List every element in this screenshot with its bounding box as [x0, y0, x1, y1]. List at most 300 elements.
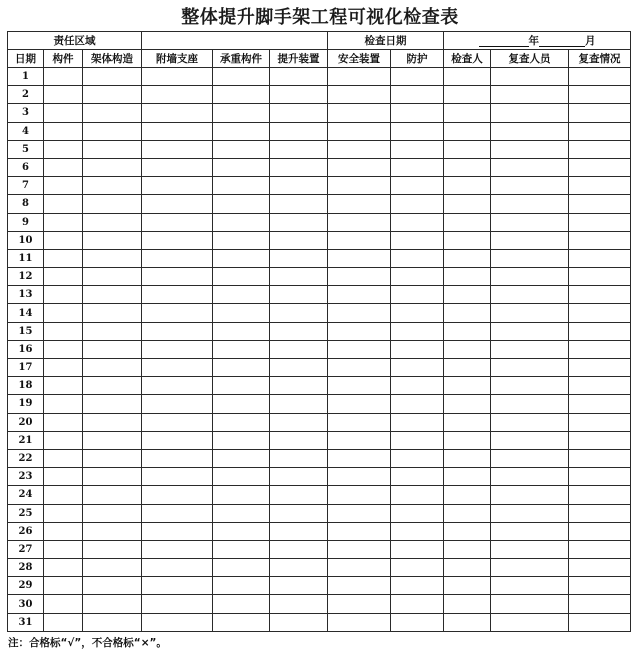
- table-cell[interactable]: [142, 377, 213, 395]
- table-cell[interactable]: [44, 559, 83, 577]
- table-cell[interactable]: [83, 340, 142, 358]
- table-cell[interactable]: [270, 559, 328, 577]
- table-cell[interactable]: [328, 431, 391, 449]
- table-cell[interactable]: [270, 431, 328, 449]
- table-cell[interactable]: [328, 177, 391, 195]
- table-cell[interactable]: [328, 595, 391, 613]
- table-cell[interactable]: [328, 577, 391, 595]
- table-cell[interactable]: [270, 504, 328, 522]
- inspection-date-field[interactable]: [444, 32, 631, 50]
- table-cell[interactable]: [391, 413, 444, 431]
- table-cell[interactable]: [391, 359, 444, 377]
- table-cell[interactable]: [44, 177, 83, 195]
- table-cell[interactable]: [391, 559, 444, 577]
- table-cell[interactable]: [270, 195, 328, 213]
- table-cell[interactable]: [83, 122, 142, 140]
- table-cell[interactable]: [44, 522, 83, 540]
- table-cell[interactable]: [44, 231, 83, 249]
- table-cell[interactable]: [213, 231, 270, 249]
- table-cell[interactable]: [270, 395, 328, 413]
- table-cell[interactable]: [491, 122, 569, 140]
- table-cell[interactable]: [328, 104, 391, 122]
- table-cell[interactable]: [569, 177, 631, 195]
- table-cell[interactable]: [328, 377, 391, 395]
- table-cell[interactable]: [44, 595, 83, 613]
- table-cell[interactable]: [270, 322, 328, 340]
- table-cell[interactable]: [270, 231, 328, 249]
- table-cell[interactable]: [491, 158, 569, 176]
- table-cell[interactable]: [328, 340, 391, 358]
- table-cell[interactable]: [569, 122, 631, 140]
- table-cell[interactable]: [142, 158, 213, 176]
- table-cell[interactable]: [213, 577, 270, 595]
- table-cell[interactable]: [444, 140, 491, 158]
- table-cell[interactable]: [83, 522, 142, 540]
- table-cell[interactable]: [444, 122, 491, 140]
- table-cell[interactable]: [328, 68, 391, 86]
- table-cell[interactable]: [328, 486, 391, 504]
- table-cell[interactable]: [328, 540, 391, 558]
- table-cell[interactable]: [213, 68, 270, 86]
- table-cell[interactable]: [270, 359, 328, 377]
- table-cell[interactable]: [142, 486, 213, 504]
- table-cell[interactable]: [444, 158, 491, 176]
- table-cell[interactable]: [391, 340, 444, 358]
- table-cell[interactable]: [569, 559, 631, 577]
- table-cell[interactable]: [328, 268, 391, 286]
- table-cell[interactable]: [213, 486, 270, 504]
- table-cell[interactable]: [491, 268, 569, 286]
- table-cell[interactable]: [142, 177, 213, 195]
- table-cell[interactable]: [491, 304, 569, 322]
- table-cell[interactable]: [270, 540, 328, 558]
- table-cell[interactable]: [44, 104, 83, 122]
- table-cell[interactable]: [83, 486, 142, 504]
- table-cell[interactable]: [444, 195, 491, 213]
- table-cell[interactable]: [391, 195, 444, 213]
- table-cell[interactable]: [213, 304, 270, 322]
- table-cell[interactable]: [270, 449, 328, 467]
- table-cell[interactable]: [444, 522, 491, 540]
- table-cell[interactable]: [569, 577, 631, 595]
- table-cell[interactable]: [213, 322, 270, 340]
- table-cell[interactable]: [444, 559, 491, 577]
- table-cell[interactable]: [328, 504, 391, 522]
- table-cell[interactable]: [391, 613, 444, 631]
- table-cell[interactable]: [328, 195, 391, 213]
- table-cell[interactable]: [142, 231, 213, 249]
- table-cell[interactable]: [83, 413, 142, 431]
- table-cell[interactable]: [328, 559, 391, 577]
- table-cell[interactable]: [444, 340, 491, 358]
- table-cell[interactable]: [328, 158, 391, 176]
- table-cell[interactable]: [569, 613, 631, 631]
- table-cell[interactable]: [391, 231, 444, 249]
- year-blank[interactable]: [479, 36, 529, 47]
- table-cell[interactable]: [491, 504, 569, 522]
- month-blank[interactable]: [539, 36, 585, 47]
- table-cell[interactable]: [569, 413, 631, 431]
- table-cell[interactable]: [491, 249, 569, 267]
- table-cell[interactable]: [213, 540, 270, 558]
- table-cell[interactable]: [213, 195, 270, 213]
- table-cell[interactable]: [142, 395, 213, 413]
- table-cell[interactable]: [391, 377, 444, 395]
- table-cell[interactable]: [328, 468, 391, 486]
- table-cell[interactable]: [213, 286, 270, 304]
- table-cell[interactable]: [142, 195, 213, 213]
- table-cell[interactable]: [391, 249, 444, 267]
- table-cell[interactable]: [491, 195, 569, 213]
- table-cell[interactable]: [328, 359, 391, 377]
- table-cell[interactable]: [569, 504, 631, 522]
- table-cell[interactable]: [83, 377, 142, 395]
- table-cell[interactable]: [44, 86, 83, 104]
- table-cell[interactable]: [213, 158, 270, 176]
- table-cell[interactable]: [569, 377, 631, 395]
- table-cell[interactable]: [142, 577, 213, 595]
- table-cell[interactable]: [213, 359, 270, 377]
- table-cell[interactable]: [491, 340, 569, 358]
- table-cell[interactable]: [391, 286, 444, 304]
- table-cell[interactable]: [142, 304, 213, 322]
- table-cell[interactable]: [328, 122, 391, 140]
- table-cell[interactable]: [444, 449, 491, 467]
- table-cell[interactable]: [391, 140, 444, 158]
- table-cell[interactable]: [270, 595, 328, 613]
- table-cell[interactable]: [491, 395, 569, 413]
- table-cell[interactable]: [328, 286, 391, 304]
- table-cell[interactable]: [569, 540, 631, 558]
- table-cell[interactable]: [44, 449, 83, 467]
- table-cell[interactable]: [83, 304, 142, 322]
- table-cell[interactable]: [213, 504, 270, 522]
- table-cell[interactable]: [569, 304, 631, 322]
- table-cell[interactable]: [491, 431, 569, 449]
- table-cell[interactable]: [44, 122, 83, 140]
- table-cell[interactable]: [213, 431, 270, 449]
- table-cell[interactable]: [569, 268, 631, 286]
- table-cell[interactable]: [391, 158, 444, 176]
- table-cell[interactable]: [142, 413, 213, 431]
- table-cell[interactable]: [83, 395, 142, 413]
- table-cell[interactable]: [44, 158, 83, 176]
- table-cell[interactable]: [142, 286, 213, 304]
- table-cell[interactable]: [328, 395, 391, 413]
- table-cell[interactable]: [270, 268, 328, 286]
- table-cell[interactable]: [142, 504, 213, 522]
- table-cell[interactable]: [83, 68, 142, 86]
- table-cell[interactable]: [44, 540, 83, 558]
- table-cell[interactable]: [213, 268, 270, 286]
- table-cell[interactable]: [213, 559, 270, 577]
- table-cell[interactable]: [142, 68, 213, 86]
- table-cell[interactable]: [444, 431, 491, 449]
- table-cell[interactable]: [569, 104, 631, 122]
- table-cell[interactable]: [142, 613, 213, 631]
- table-cell[interactable]: [44, 322, 83, 340]
- table-cell[interactable]: [444, 231, 491, 249]
- table-cell[interactable]: [491, 522, 569, 540]
- table-cell[interactable]: [83, 268, 142, 286]
- table-cell[interactable]: [142, 449, 213, 467]
- table-cell[interactable]: [142, 213, 213, 231]
- table-cell[interactable]: [491, 468, 569, 486]
- table-cell[interactable]: [44, 577, 83, 595]
- table-cell[interactable]: [83, 195, 142, 213]
- table-cell[interactable]: [569, 140, 631, 158]
- table-cell[interactable]: [569, 449, 631, 467]
- table-cell[interactable]: [44, 486, 83, 504]
- table-cell[interactable]: [83, 286, 142, 304]
- table-cell[interactable]: [569, 340, 631, 358]
- table-cell[interactable]: [270, 577, 328, 595]
- table-cell[interactable]: [569, 68, 631, 86]
- table-cell[interactable]: [270, 522, 328, 540]
- table-cell[interactable]: [491, 595, 569, 613]
- table-cell[interactable]: [491, 413, 569, 431]
- table-cell[interactable]: [83, 249, 142, 267]
- table-cell[interactable]: [491, 104, 569, 122]
- table-cell[interactable]: [569, 158, 631, 176]
- table-cell[interactable]: [569, 86, 631, 104]
- table-cell[interactable]: [328, 322, 391, 340]
- table-cell[interactable]: [44, 195, 83, 213]
- table-cell[interactable]: [569, 249, 631, 267]
- table-cell[interactable]: [444, 504, 491, 522]
- table-cell[interactable]: [213, 377, 270, 395]
- table-cell[interactable]: [44, 413, 83, 431]
- table-cell[interactable]: [328, 140, 391, 158]
- table-cell[interactable]: [83, 449, 142, 467]
- table-cell[interactable]: [569, 286, 631, 304]
- table-cell[interactable]: [328, 413, 391, 431]
- table-cell[interactable]: [444, 177, 491, 195]
- table-cell[interactable]: [328, 86, 391, 104]
- table-cell[interactable]: [444, 249, 491, 267]
- table-cell[interactable]: [444, 104, 491, 122]
- table-cell[interactable]: [391, 504, 444, 522]
- table-cell[interactable]: [213, 249, 270, 267]
- table-cell[interactable]: [491, 231, 569, 249]
- table-cell[interactable]: [491, 449, 569, 467]
- table-cell[interactable]: [569, 359, 631, 377]
- table-cell[interactable]: [444, 304, 491, 322]
- table-cell[interactable]: [391, 486, 444, 504]
- table-cell[interactable]: [83, 177, 142, 195]
- table-cell[interactable]: [44, 340, 83, 358]
- table-cell[interactable]: [270, 413, 328, 431]
- table-cell[interactable]: [83, 613, 142, 631]
- table-cell[interactable]: [83, 595, 142, 613]
- table-cell[interactable]: [444, 86, 491, 104]
- table-cell[interactable]: [569, 231, 631, 249]
- table-cell[interactable]: [444, 577, 491, 595]
- table-cell[interactable]: [391, 468, 444, 486]
- table-cell[interactable]: [569, 522, 631, 540]
- table-cell[interactable]: [444, 540, 491, 558]
- table-cell[interactable]: [83, 140, 142, 158]
- table-cell[interactable]: [83, 504, 142, 522]
- table-cell[interactable]: [270, 86, 328, 104]
- table-cell[interactable]: [270, 213, 328, 231]
- table-cell[interactable]: [569, 195, 631, 213]
- table-cell[interactable]: [83, 577, 142, 595]
- table-cell[interactable]: [491, 177, 569, 195]
- table-cell[interactable]: [44, 249, 83, 267]
- table-cell[interactable]: [83, 559, 142, 577]
- table-cell[interactable]: [391, 304, 444, 322]
- table-cell[interactable]: [44, 68, 83, 86]
- table-cell[interactable]: [391, 395, 444, 413]
- table-cell[interactable]: [83, 104, 142, 122]
- table-cell[interactable]: [44, 504, 83, 522]
- table-cell[interactable]: [391, 213, 444, 231]
- table-cell[interactable]: [491, 286, 569, 304]
- table-cell[interactable]: [569, 213, 631, 231]
- table-cell[interactable]: [569, 395, 631, 413]
- table-cell[interactable]: [213, 595, 270, 613]
- table-cell[interactable]: [44, 468, 83, 486]
- table-cell[interactable]: [44, 431, 83, 449]
- table-cell[interactable]: [83, 158, 142, 176]
- table-cell[interactable]: [83, 86, 142, 104]
- table-cell[interactable]: [444, 268, 491, 286]
- table-cell[interactable]: [328, 231, 391, 249]
- table-cell[interactable]: [569, 322, 631, 340]
- table-cell[interactable]: [83, 231, 142, 249]
- table-cell[interactable]: [44, 304, 83, 322]
- table-cell[interactable]: [569, 486, 631, 504]
- table-cell[interactable]: [213, 104, 270, 122]
- table-cell[interactable]: [569, 595, 631, 613]
- table-cell[interactable]: [444, 286, 491, 304]
- table-cell[interactable]: [491, 140, 569, 158]
- table-cell[interactable]: [213, 340, 270, 358]
- table-cell[interactable]: [491, 213, 569, 231]
- table-cell[interactable]: [444, 413, 491, 431]
- table-cell[interactable]: [391, 268, 444, 286]
- table-cell[interactable]: [44, 377, 83, 395]
- table-cell[interactable]: [391, 449, 444, 467]
- table-cell[interactable]: [444, 486, 491, 504]
- table-cell[interactable]: [569, 468, 631, 486]
- table-cell[interactable]: [270, 104, 328, 122]
- table-cell[interactable]: [328, 213, 391, 231]
- table-cell[interactable]: [270, 377, 328, 395]
- table-cell[interactable]: [213, 213, 270, 231]
- table-cell[interactable]: [213, 413, 270, 431]
- table-cell[interactable]: [142, 322, 213, 340]
- table-cell[interactable]: [83, 468, 142, 486]
- table-cell[interactable]: [270, 286, 328, 304]
- table-cell[interactable]: [391, 177, 444, 195]
- table-cell[interactable]: [444, 377, 491, 395]
- table-cell[interactable]: [270, 468, 328, 486]
- table-cell[interactable]: [270, 140, 328, 158]
- table-cell[interactable]: [491, 559, 569, 577]
- table-cell[interactable]: [44, 613, 83, 631]
- table-cell[interactable]: [391, 540, 444, 558]
- table-cell[interactable]: [270, 486, 328, 504]
- table-cell[interactable]: [142, 431, 213, 449]
- table-cell[interactable]: [391, 577, 444, 595]
- table-cell[interactable]: [444, 68, 491, 86]
- table-cell[interactable]: [142, 122, 213, 140]
- table-cell[interactable]: [142, 540, 213, 558]
- table-cell[interactable]: [444, 468, 491, 486]
- table-cell[interactable]: [44, 286, 83, 304]
- table-cell[interactable]: [270, 249, 328, 267]
- table-cell[interactable]: [491, 577, 569, 595]
- table-cell[interactable]: [328, 522, 391, 540]
- table-cell[interactable]: [391, 522, 444, 540]
- table-cell[interactable]: [83, 213, 142, 231]
- table-cell[interactable]: [444, 213, 491, 231]
- table-cell[interactable]: [270, 177, 328, 195]
- table-cell[interactable]: [83, 431, 142, 449]
- table-cell[interactable]: [213, 86, 270, 104]
- table-cell[interactable]: [213, 177, 270, 195]
- table-cell[interactable]: [83, 322, 142, 340]
- table-cell[interactable]: [444, 322, 491, 340]
- table-cell[interactable]: [491, 68, 569, 86]
- table-cell[interactable]: [328, 449, 391, 467]
- table-cell[interactable]: [491, 540, 569, 558]
- table-cell[interactable]: [444, 359, 491, 377]
- table-cell[interactable]: [569, 431, 631, 449]
- table-cell[interactable]: [270, 68, 328, 86]
- table-cell[interactable]: [142, 522, 213, 540]
- table-cell[interactable]: [83, 359, 142, 377]
- table-cell[interactable]: [391, 431, 444, 449]
- table-cell[interactable]: [270, 613, 328, 631]
- table-cell[interactable]: [391, 68, 444, 86]
- table-cell[interactable]: [213, 140, 270, 158]
- table-cell[interactable]: [491, 359, 569, 377]
- table-cell[interactable]: [391, 322, 444, 340]
- table-cell[interactable]: [83, 540, 142, 558]
- table-cell[interactable]: [44, 268, 83, 286]
- table-cell[interactable]: [491, 613, 569, 631]
- table-cell[interactable]: [44, 359, 83, 377]
- table-cell[interactable]: [270, 340, 328, 358]
- table-cell[interactable]: [213, 449, 270, 467]
- table-cell[interactable]: [142, 340, 213, 358]
- table-cell[interactable]: [491, 377, 569, 395]
- table-cell[interactable]: [391, 122, 444, 140]
- table-cell[interactable]: [391, 86, 444, 104]
- table-cell[interactable]: [444, 395, 491, 413]
- table-cell[interactable]: [491, 322, 569, 340]
- table-cell[interactable]: [213, 613, 270, 631]
- table-cell[interactable]: [142, 359, 213, 377]
- table-cell[interactable]: [142, 104, 213, 122]
- table-cell[interactable]: [391, 104, 444, 122]
- table-cell[interactable]: [270, 122, 328, 140]
- table-cell[interactable]: [213, 468, 270, 486]
- table-cell[interactable]: [44, 140, 83, 158]
- table-cell[interactable]: [444, 613, 491, 631]
- table-cell[interactable]: [44, 213, 83, 231]
- table-cell[interactable]: [44, 395, 83, 413]
- table-cell[interactable]: [142, 140, 213, 158]
- table-cell[interactable]: [491, 486, 569, 504]
- table-cell[interactable]: [213, 395, 270, 413]
- table-cell[interactable]: [142, 468, 213, 486]
- table-cell[interactable]: [491, 86, 569, 104]
- table-cell[interactable]: [444, 595, 491, 613]
